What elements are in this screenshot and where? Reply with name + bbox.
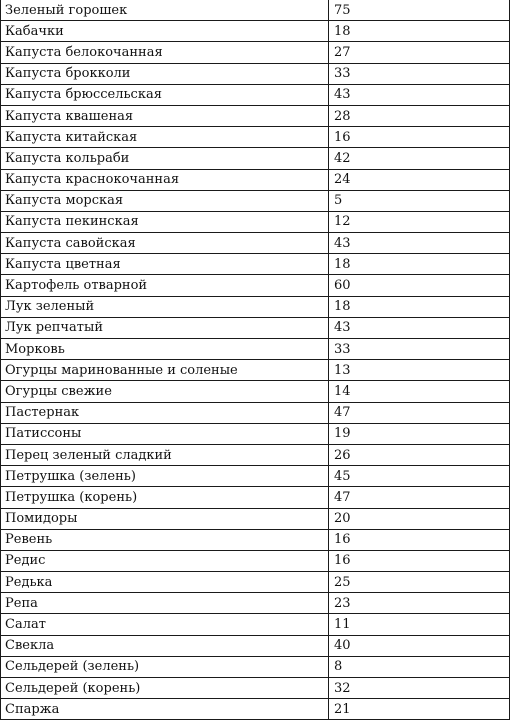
vegetable-name-cell: Лук зеленый	[1, 296, 329, 317]
table-row	[1, 317, 510, 338]
vegetable-name-cell: Репа	[1, 593, 329, 614]
value-cell: 33	[329, 63, 510, 84]
vegetable-name-cell: Лук репчатый	[1, 317, 329, 338]
value-cell: 20	[329, 508, 510, 529]
table-row	[1, 593, 510, 614]
vegetable-name-cell: Огурцы свежие	[1, 381, 329, 402]
vegetable-name-cell: Капуста китайская	[1, 127, 329, 148]
vegetable-name-cell: Редис	[1, 550, 329, 571]
vegetable-name-cell: Сельдерей (корень)	[1, 678, 329, 699]
table-row	[1, 360, 510, 381]
table-row	[1, 550, 510, 571]
table-row	[1, 381, 510, 402]
vegetable-name-cell: Свекла	[1, 635, 329, 656]
vegetable-name-cell: Петрушка (корень)	[1, 487, 329, 508]
value-cell: 27	[329, 42, 510, 63]
vegetable-name-cell: Огурцы маринованные и соленые	[1, 360, 329, 381]
table-row	[1, 529, 510, 550]
value-cell: 8	[329, 656, 510, 677]
value-cell: 43	[329, 317, 510, 338]
vegetable-name-cell: Капуста морская	[1, 190, 329, 211]
vegetable-name-cell: Перец зеленый сладкий	[1, 444, 329, 465]
value-cell: 25	[329, 572, 510, 593]
vegetable-name-cell: Капуста брюссельская	[1, 84, 329, 105]
value-cell: 40	[329, 635, 510, 656]
table-row	[1, 233, 510, 254]
value-cell: 43	[329, 84, 510, 105]
vegetable-name-cell: Ревень	[1, 529, 329, 550]
vegetable-name-cell: Картофель отварной	[1, 275, 329, 296]
table-row	[1, 169, 510, 190]
table-row	[1, 148, 510, 169]
table-row	[1, 614, 510, 635]
value-cell: 33	[329, 339, 510, 360]
value-cell: 16	[329, 550, 510, 571]
table-row	[1, 572, 510, 593]
table-body	[1, 0, 510, 720]
table-row	[1, 339, 510, 360]
value-cell: 13	[329, 360, 510, 381]
table-row	[1, 296, 510, 317]
vegetable-name-cell: Патиссоны	[1, 423, 329, 444]
vegetable-name-cell: Капуста пекинская	[1, 211, 329, 232]
value-cell: 18	[329, 296, 510, 317]
table-row	[1, 699, 510, 720]
vegetable-name-cell: Капуста квашеная	[1, 105, 329, 126]
vegetable-name-cell: Спаржа	[1, 699, 329, 720]
table-row	[1, 105, 510, 126]
table-row	[1, 42, 510, 63]
table-row	[1, 127, 510, 148]
value-cell: 16	[329, 127, 510, 148]
value-cell: 12	[329, 211, 510, 232]
table-row	[1, 0, 510, 21]
value-cell: 11	[329, 614, 510, 635]
table-row	[1, 444, 510, 465]
table-row	[1, 656, 510, 677]
value-cell: 43	[329, 233, 510, 254]
value-cell: 28	[329, 105, 510, 126]
value-cell: 18	[329, 21, 510, 42]
vegetable-name-cell: Капуста белокочанная	[1, 42, 329, 63]
table-row	[1, 635, 510, 656]
vegetable-name-cell: Сельдерей (зелень)	[1, 656, 329, 677]
vegetable-name-cell: Пастернак	[1, 402, 329, 423]
vegetable-name-cell: Салат	[1, 614, 329, 635]
table-row	[1, 487, 510, 508]
table-row	[1, 190, 510, 211]
vegetable-name-cell: Зеленый горошек	[1, 0, 329, 21]
table-row	[1, 211, 510, 232]
value-cell: 18	[329, 254, 510, 275]
value-cell: 21	[329, 699, 510, 720]
value-cell: 26	[329, 444, 510, 465]
table-row	[1, 508, 510, 529]
table-row	[1, 84, 510, 105]
vegetable-name-cell: Капуста кольраби	[1, 148, 329, 169]
value-cell: 47	[329, 487, 510, 508]
vegetable-name-cell: Петрушка (зелень)	[1, 466, 329, 487]
table-row	[1, 63, 510, 84]
vegetable-name-cell: Морковь	[1, 339, 329, 360]
vegetable-name-cell: Капуста краснокочанная	[1, 169, 329, 190]
value-cell: 47	[329, 402, 510, 423]
table-row	[1, 466, 510, 487]
vegetable-name-cell: Редька	[1, 572, 329, 593]
value-cell: 45	[329, 466, 510, 487]
table-row	[1, 402, 510, 423]
table-row	[1, 21, 510, 42]
value-cell: 60	[329, 275, 510, 296]
table-row	[1, 678, 510, 699]
value-cell: 23	[329, 593, 510, 614]
vegetable-name-cell: Капуста савойская	[1, 233, 329, 254]
value-cell: 32	[329, 678, 510, 699]
value-cell: 24	[329, 169, 510, 190]
value-cell: 19	[329, 423, 510, 444]
table-row	[1, 275, 510, 296]
value-cell: 42	[329, 148, 510, 169]
value-cell: 14	[329, 381, 510, 402]
vegetable-name-cell: Кабачки	[1, 21, 329, 42]
table-row	[1, 254, 510, 275]
vegetable-name-cell: Капуста цветная	[1, 254, 329, 275]
value-cell: 16	[329, 529, 510, 550]
vegetable-name-cell: Помидоры	[1, 508, 329, 529]
table-row	[1, 423, 510, 444]
vegetable-name-cell: Капуста брокколи	[1, 63, 329, 84]
value-cell: 75	[329, 0, 510, 21]
value-cell: 5	[329, 190, 510, 211]
